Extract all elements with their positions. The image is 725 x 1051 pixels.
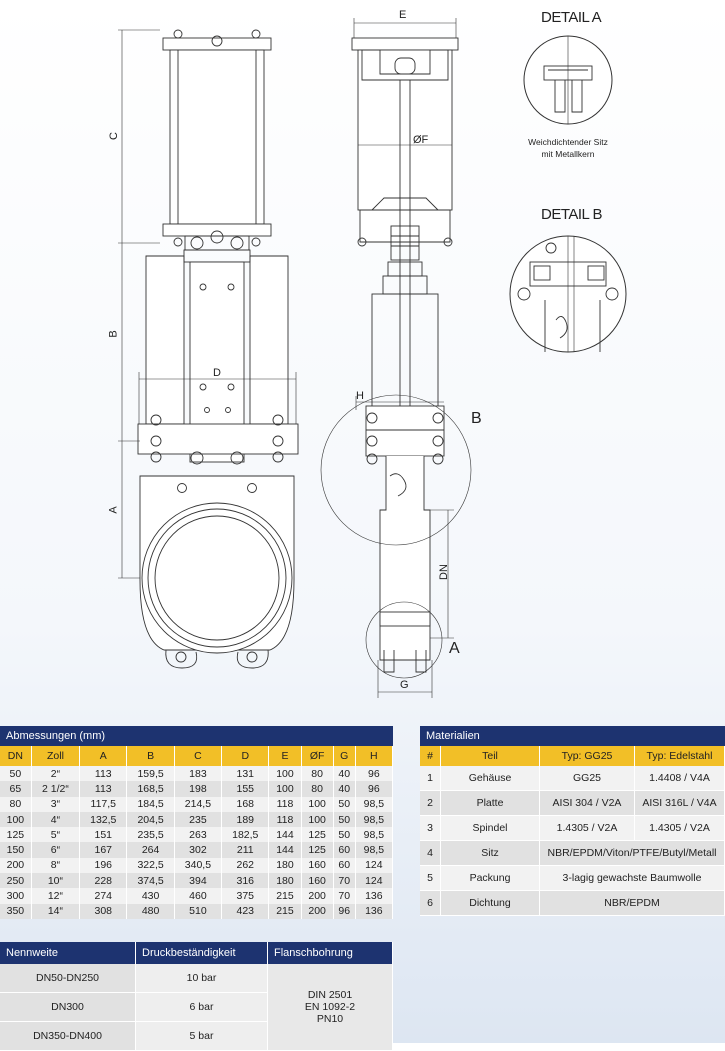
- col-header: DN: [0, 746, 31, 766]
- table-row: [420, 791, 725, 816]
- table-row: [0, 873, 393, 888]
- table-cell: 423: [222, 904, 269, 919]
- table-cell: 125: [301, 827, 333, 842]
- material-gg25-cell: GG25: [540, 766, 635, 791]
- material-part-cell: Gehäuse: [441, 766, 540, 791]
- table-cell: 50: [333, 812, 355, 827]
- table-cell: 262: [222, 858, 269, 873]
- col-header: C: [174, 746, 221, 766]
- table-cell: 204,5: [127, 812, 174, 827]
- table-cell: 60: [333, 858, 355, 873]
- table-cell: 480: [127, 904, 174, 919]
- table-cell: 200: [0, 858, 31, 873]
- table-row: [0, 812, 393, 827]
- dim-label-c: C: [107, 132, 120, 140]
- dim-label-b: B: [107, 330, 120, 338]
- table-cell: 235,5: [127, 827, 174, 842]
- table-cell: 6“: [31, 842, 79, 857]
- table-cell: 5“: [31, 827, 79, 842]
- flansch-line: EN 1092-2: [304, 1001, 356, 1013]
- table-cell: 118: [269, 797, 301, 812]
- flansch-cell: [268, 964, 393, 1051]
- table-cell: 60: [333, 842, 355, 857]
- table-cell: 184,5: [127, 797, 174, 812]
- table-cell: 159,5: [127, 766, 174, 781]
- table-cell: 340,5: [174, 858, 221, 873]
- table-cell: 394: [174, 873, 221, 888]
- table-cell: 168: [222, 797, 269, 812]
- table-cell: 98,5: [355, 812, 392, 827]
- table-cell: 151: [80, 827, 127, 842]
- col-header: ØF: [301, 746, 333, 766]
- table-cell: 136: [355, 904, 392, 919]
- table-cell: 155: [222, 781, 269, 796]
- table-cell: 80: [0, 797, 31, 812]
- table-cell: 510: [174, 904, 221, 919]
- abmessungen-title: Abmessungen (mm): [0, 726, 393, 746]
- callout-b: B: [471, 410, 482, 427]
- dim-label-dn: DN: [437, 564, 450, 580]
- col-header: #: [420, 746, 441, 766]
- detail-a-caption: [498, 136, 638, 160]
- detail-a-caption-line1: Weichdichtender Sitz: [528, 137, 608, 147]
- table-cell: 316: [222, 873, 269, 888]
- table-cell: 136: [355, 888, 392, 903]
- table-row: [0, 904, 393, 919]
- material-part-cell: Dichtung: [441, 891, 540, 916]
- table-cell: 302: [174, 842, 221, 857]
- detail-a-caption-line2: mit Metallkern: [541, 149, 595, 159]
- table-row: [420, 816, 725, 841]
- table-cell: 124: [355, 858, 392, 873]
- material-number-cell: 6: [420, 891, 441, 916]
- col-header: Typ: Edelstahl: [635, 746, 725, 766]
- table-row: [0, 842, 393, 857]
- material-gg25-cell: AISI 304 / V2A: [540, 791, 635, 816]
- table-cell: 14“: [31, 904, 79, 919]
- table-cell: 132,5: [80, 812, 127, 827]
- material-edelstahl-cell: 1.4305 / V2A: [635, 816, 725, 841]
- table-cell: 322,5: [127, 858, 174, 873]
- abmessungen-body: [0, 766, 393, 919]
- table-cell: 8“: [31, 858, 79, 873]
- table-cell: 300: [0, 888, 31, 903]
- table-cell: 118: [269, 812, 301, 827]
- materialien-header-row: [420, 746, 725, 766]
- table-cell: 50: [0, 766, 31, 781]
- table-cell: 200: [301, 904, 333, 919]
- table-cell: 40: [333, 766, 355, 781]
- side-view: [321, 18, 471, 698]
- table-cell: 80: [301, 781, 333, 796]
- col-header: D: [222, 746, 269, 766]
- materialien-title: Materialien: [420, 726, 725, 746]
- dim-label-of: ØF: [413, 134, 429, 146]
- col-header: Nennweite: [0, 942, 136, 964]
- col-header: Flanschbohrung: [268, 942, 393, 964]
- table-row: [0, 858, 393, 873]
- detail-a-view: [524, 36, 612, 124]
- table-cell: 2 1/2“: [31, 781, 79, 796]
- table-row: [0, 781, 393, 796]
- table-cell: 98,5: [355, 797, 392, 812]
- table-cell: 211: [222, 842, 269, 857]
- table-cell: 150: [0, 842, 31, 857]
- table-cell: 430: [127, 888, 174, 903]
- material-number-cell: 3: [420, 816, 441, 841]
- material-number-cell: 1: [420, 766, 441, 791]
- table-cell: 124: [355, 873, 392, 888]
- table-cell: 40: [333, 781, 355, 796]
- detail-b-view: [510, 236, 626, 352]
- table-row: [420, 841, 725, 866]
- detail-a-title: DETAIL A: [541, 9, 602, 26]
- table-cell: 100: [301, 797, 333, 812]
- material-part-cell: Sitz: [441, 841, 540, 866]
- table-cell: 100: [0, 812, 31, 827]
- table-cell: 113: [80, 781, 127, 796]
- table-cell: 80: [301, 766, 333, 781]
- material-number-cell: 4: [420, 841, 441, 866]
- table-cell: 2“: [31, 766, 79, 781]
- material-part-cell: Packung: [441, 866, 540, 891]
- table-cell: 96: [333, 904, 355, 919]
- druck-cell: 10 bar: [136, 964, 268, 993]
- table-cell: 98,5: [355, 827, 392, 842]
- pressure-table: [0, 942, 393, 1051]
- table-cell: 98,5: [355, 842, 392, 857]
- col-header: H: [355, 746, 392, 766]
- table-cell: 180: [269, 858, 301, 873]
- table-cell: 183: [174, 766, 221, 781]
- dim-label-h: H: [356, 390, 364, 402]
- material-value-cell: NBR/EPDM/Viton/PTFE/Butyl/Metall: [540, 841, 725, 866]
- table-cell: 117,5: [80, 797, 127, 812]
- table-cell: 65: [0, 781, 31, 796]
- table-cell: 200: [301, 888, 333, 903]
- table-cell: 180: [269, 873, 301, 888]
- abmessungen-header-row: [0, 746, 393, 766]
- table-row: [420, 891, 725, 916]
- table-cell: 113: [80, 766, 127, 781]
- dim-label-e: E: [399, 9, 407, 21]
- table-cell: 308: [80, 904, 127, 919]
- front-view: [118, 30, 298, 668]
- table-cell: 4“: [31, 812, 79, 827]
- table-cell: 100: [269, 766, 301, 781]
- table-cell: 50: [333, 827, 355, 842]
- table-cell: 215: [269, 888, 301, 903]
- col-header: Druckbeständigkeit: [136, 942, 268, 964]
- table-cell: 215: [269, 904, 301, 919]
- material-gg25-cell: 1.4305 / V2A: [540, 816, 635, 841]
- pressure-header-row: [0, 942, 393, 964]
- material-part-cell: Platte: [441, 791, 540, 816]
- table-cell: 125: [0, 827, 31, 842]
- table-cell: 70: [333, 873, 355, 888]
- material-number-cell: 2: [420, 791, 441, 816]
- nennweite-cell: DN300: [0, 993, 136, 1022]
- table-cell: 182,5: [222, 827, 269, 842]
- table-cell: 160: [301, 873, 333, 888]
- abmessungen-table: [0, 726, 393, 919]
- dim-label-g: G: [400, 679, 409, 691]
- table-cell: 70: [333, 888, 355, 903]
- table-row: [0, 964, 393, 993]
- col-header: B: [127, 746, 174, 766]
- table-cell: 96: [355, 781, 392, 796]
- table-cell: 263: [174, 827, 221, 842]
- nennweite-cell: DN350-DN400: [0, 1022, 136, 1051]
- materialien-table: [420, 726, 725, 916]
- table-cell: 100: [269, 781, 301, 796]
- table-cell: 250: [0, 873, 31, 888]
- table-row: [0, 888, 393, 903]
- table-row: [0, 827, 393, 842]
- table-cell: 167: [80, 842, 127, 857]
- table-cell: 125: [301, 842, 333, 857]
- table-cell: 3“: [31, 797, 79, 812]
- table-cell: 160: [301, 858, 333, 873]
- table-cell: 375: [222, 888, 269, 903]
- table-cell: 374,5: [127, 873, 174, 888]
- flansch-line: PN10: [316, 1013, 344, 1025]
- table-row: [420, 766, 725, 791]
- table-cell: 235: [174, 812, 221, 827]
- material-number-cell: 5: [420, 866, 441, 891]
- table-cell: 264: [127, 842, 174, 857]
- table-cell: 350: [0, 904, 31, 919]
- table-cell: 144: [269, 827, 301, 842]
- table-row: [0, 797, 393, 812]
- material-part-cell: Spindel: [441, 816, 540, 841]
- table-cell: 100: [301, 812, 333, 827]
- callout-a: A: [449, 640, 460, 657]
- material-edelstahl-cell: AISI 316L / V4A: [635, 791, 725, 816]
- druck-cell: 5 bar: [136, 1022, 268, 1051]
- druck-cell: 6 bar: [136, 993, 268, 1022]
- table-row: [0, 766, 393, 781]
- table-cell: 144: [269, 842, 301, 857]
- detail-b-title: DETAIL B: [541, 206, 603, 223]
- table-cell: 168,5: [127, 781, 174, 796]
- table-cell: 10“: [31, 873, 79, 888]
- flansch-line: DIN 2501: [307, 989, 353, 1001]
- col-header: Typ: GG25: [540, 746, 635, 766]
- dim-label-d: D: [213, 367, 221, 379]
- table-cell: 131: [222, 766, 269, 781]
- col-header: A: [80, 746, 127, 766]
- table-cell: 189: [222, 812, 269, 827]
- table-cell: 96: [355, 766, 392, 781]
- col-header: E: [269, 746, 301, 766]
- table-cell: 50: [333, 797, 355, 812]
- material-value-cell: NBR/EPDM: [540, 891, 725, 916]
- material-value-cell: 3-lagig gewachste Baumwolle: [540, 866, 725, 891]
- table-cell: 196: [80, 858, 127, 873]
- col-header: G: [333, 746, 355, 766]
- nennweite-cell: DN50-DN250: [0, 964, 136, 993]
- table-cell: 228: [80, 873, 127, 888]
- table-cell: 274: [80, 888, 127, 903]
- col-header: Zoll: [31, 746, 79, 766]
- material-edelstahl-cell: 1.4408 / V4A: [635, 766, 725, 791]
- table-cell: 460: [174, 888, 221, 903]
- col-header: Teil: [441, 746, 540, 766]
- table-row: [420, 866, 725, 891]
- materialien-body: [420, 766, 725, 916]
- table-cell: 198: [174, 781, 221, 796]
- table-cell: 12“: [31, 888, 79, 903]
- table-cell: 214,5: [174, 797, 221, 812]
- dim-label-a: A: [107, 506, 120, 514]
